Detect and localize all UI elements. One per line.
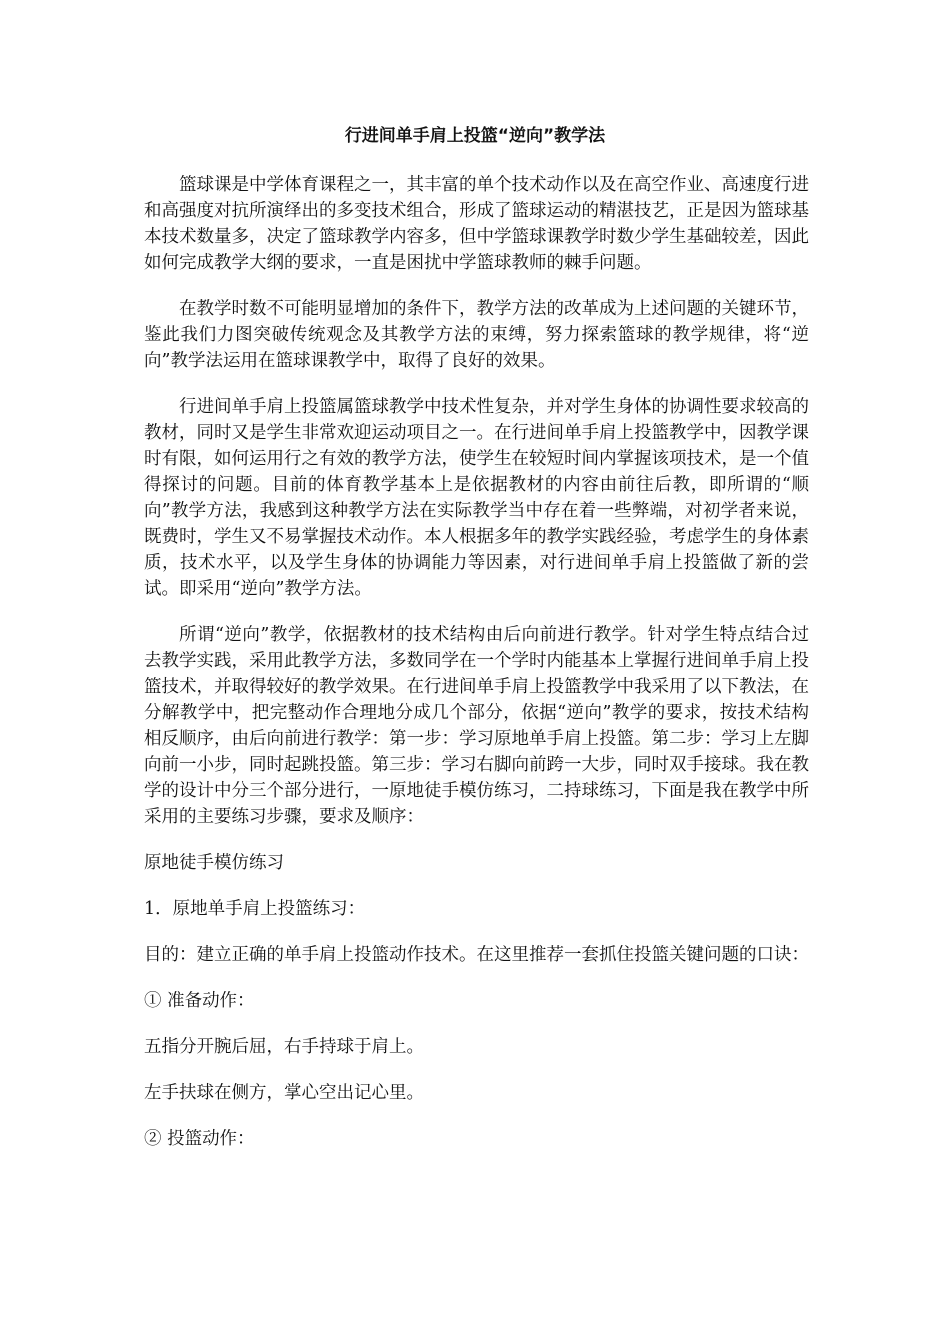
paragraph-intro: 篮球课是中学体育课程之一，其丰富的单个技术动作以及在高空作业、高速度行进和高强度对抗所演绎出的多变技术组合，形成了篮球运动的精湛技艺，正是因为篮球基本技术数量多，决定了篮球教学内容多，但中学篮球课教学时数少学生基础较差，因此如何完成教学大纲的要求，一直是困扰中学篮球教师的棘手问题。 bbox=[144, 175, 809, 273]
exercise-heading-1: 1．原地单手肩上投篮练习： bbox=[144, 899, 366, 919]
step-preparation: ① 准备动作： bbox=[144, 991, 255, 1011]
document-body bbox=[144, 172, 809, 1172]
step-shooting: ② 投篮动作： bbox=[144, 1129, 255, 1149]
exercise-purpose: 目的：建立正确的单手肩上投篮动作技术。在这里推荐一套抓住投篮关键问题的口诀： bbox=[144, 945, 809, 965]
paragraph-layup-teaching: 行进间单手肩上投篮属篮球教学中技术性复杂，并对学生身体的协调性要求较高的教材，同时又是学生非常欢迎运动项目之一。在行进间单手肩上投篮教学中，因教学课时有限，如何运用行之有效的教学方法，使学生在较短时间内掌握该项技术，是一个值得探讨的问题。目前的体育教学基本上是依据教材的内容由前往后教，即所谓的“顺向”教学方法，我感到这种教学方法在实际教学当中存在着一些弊端，对初学者来说，既费时，学生又不易掌握技术动作。本人根据多年的教学实践经验，考虑学生的身体素质，技术水平，以及学生身体的协调能力等因素，对行进间单手肩上投篮做了新的尝试。即采用“逆向”教学方法。 bbox=[144, 397, 809, 599]
document-title: 行进间单手肩上投篮“逆向”教学法 bbox=[344, 126, 606, 146]
mnemonic-line-2: 左手扶球在侧方，掌心空出记心里。 bbox=[144, 1083, 424, 1103]
paragraph-reverse-teaching: 所谓“逆向”教学，依据教材的技术结构由后向前进行教学。针对学生特点结合过去教学实践，采用此教学方法，多数同学在一个学时内能基本上掌握行进间单手肩上投篮技术，并取得较好的教学效果。在行进间单手肩上投篮教学中我采用了以下教法，在分解教学中，把完整动作合理地分成几个部分，依据“逆向”教学的要求，按技术结构相反顺序，由后向前进行教学：第一步：学习原地单手肩上投篮。第二步：学习上左脚向前一小步，同时起跳投篮。第三步：学习右脚向前跨一大步，同时双手接球。我在教学的设计中分三个部分进行，一原地徒手模仿练习，二持球练习，下面是我在教学中所采用的主要练习步骤，要求及顺序： bbox=[144, 625, 809, 827]
section-heading-imitation: 原地徒手模仿练习 bbox=[144, 853, 284, 873]
paragraph-method-reform: 在教学时数不可能明显增加的条件下，教学方法的改革成为上述问题的关键环节，鉴此我们力图突破传统观念及其教学方法的束缚，努力探索篮球的教学规律，将“逆向”教学法运用在篮球课教学中，取得了良好的效果。 bbox=[144, 299, 809, 371]
mnemonic-line-1: 五指分开腕后屈，右手持球于肩上。 bbox=[144, 1037, 424, 1057]
